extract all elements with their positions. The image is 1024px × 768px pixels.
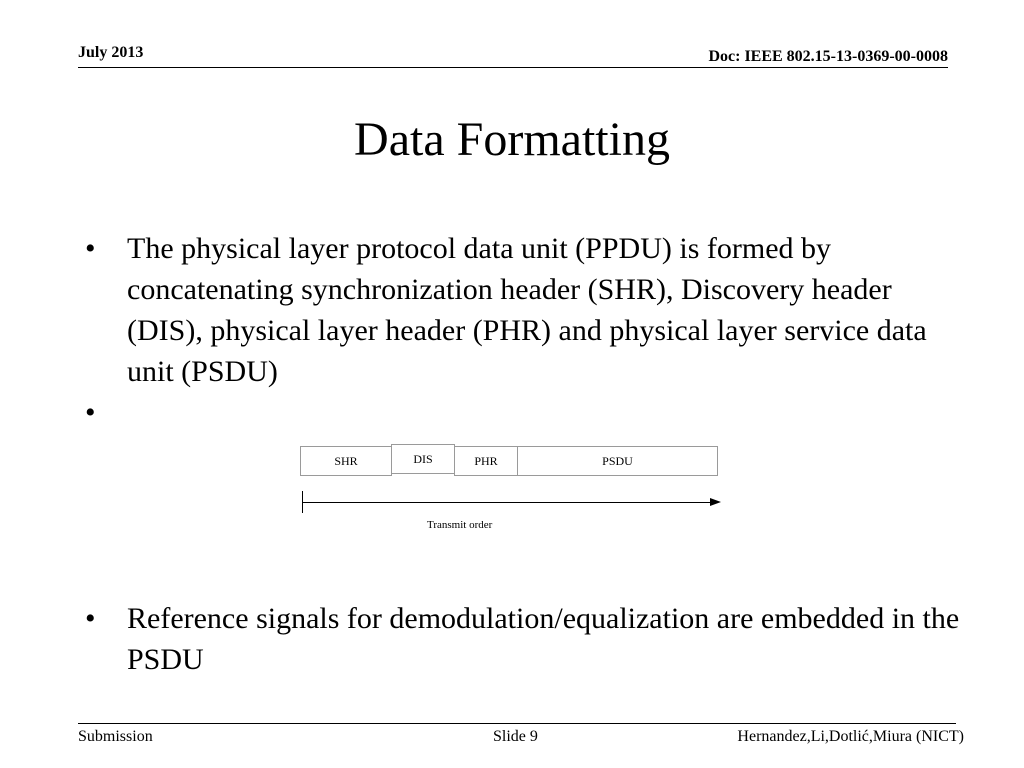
bullet-list xyxy=(85,228,945,433)
footer-slide-number: Slide 9 xyxy=(493,728,538,745)
field-dis: DIS xyxy=(391,444,455,474)
ppdu-frame-diagram xyxy=(296,440,726,540)
footer-submission: Submission xyxy=(78,728,153,745)
slide-title: Data Formatting xyxy=(354,113,670,166)
header-divider xyxy=(78,67,948,68)
bullet-marker: • xyxy=(85,602,96,635)
bullet-marker: • xyxy=(85,232,96,265)
footer-authors: Hernandez,Li,Dotlić,Miura (NICT) xyxy=(737,728,964,745)
field-shr: SHR xyxy=(300,446,392,476)
transmit-order-label: Transmit order xyxy=(427,519,493,531)
bullet-item-1 xyxy=(85,228,945,392)
bullet-item-2 xyxy=(85,392,945,433)
bullet-item-3 xyxy=(85,598,987,680)
bullet-text: The physical layer protocol data unit (PPDU) is formed by concatenating synchronization header (SHR), Discovery header (DIS), physical layer header (PHR) and physical layer service data unit (PSDU) xyxy=(127,232,927,388)
field-phr: PHR xyxy=(454,446,518,476)
header-doc-id: Doc: IEEE 802.15-13-0369-00-0008 xyxy=(708,48,948,65)
footer-divider xyxy=(78,723,956,724)
bullet-marker: • xyxy=(85,396,96,429)
header-date: July 2013 xyxy=(78,44,144,61)
bullet-text: Reference signals for demodulation/equalization are embedded in the PSDU xyxy=(127,602,960,676)
transmit-order-arrow-line xyxy=(302,502,712,503)
transmit-order-arrow-head xyxy=(710,498,721,506)
field-psdu: PSDU xyxy=(517,446,718,476)
